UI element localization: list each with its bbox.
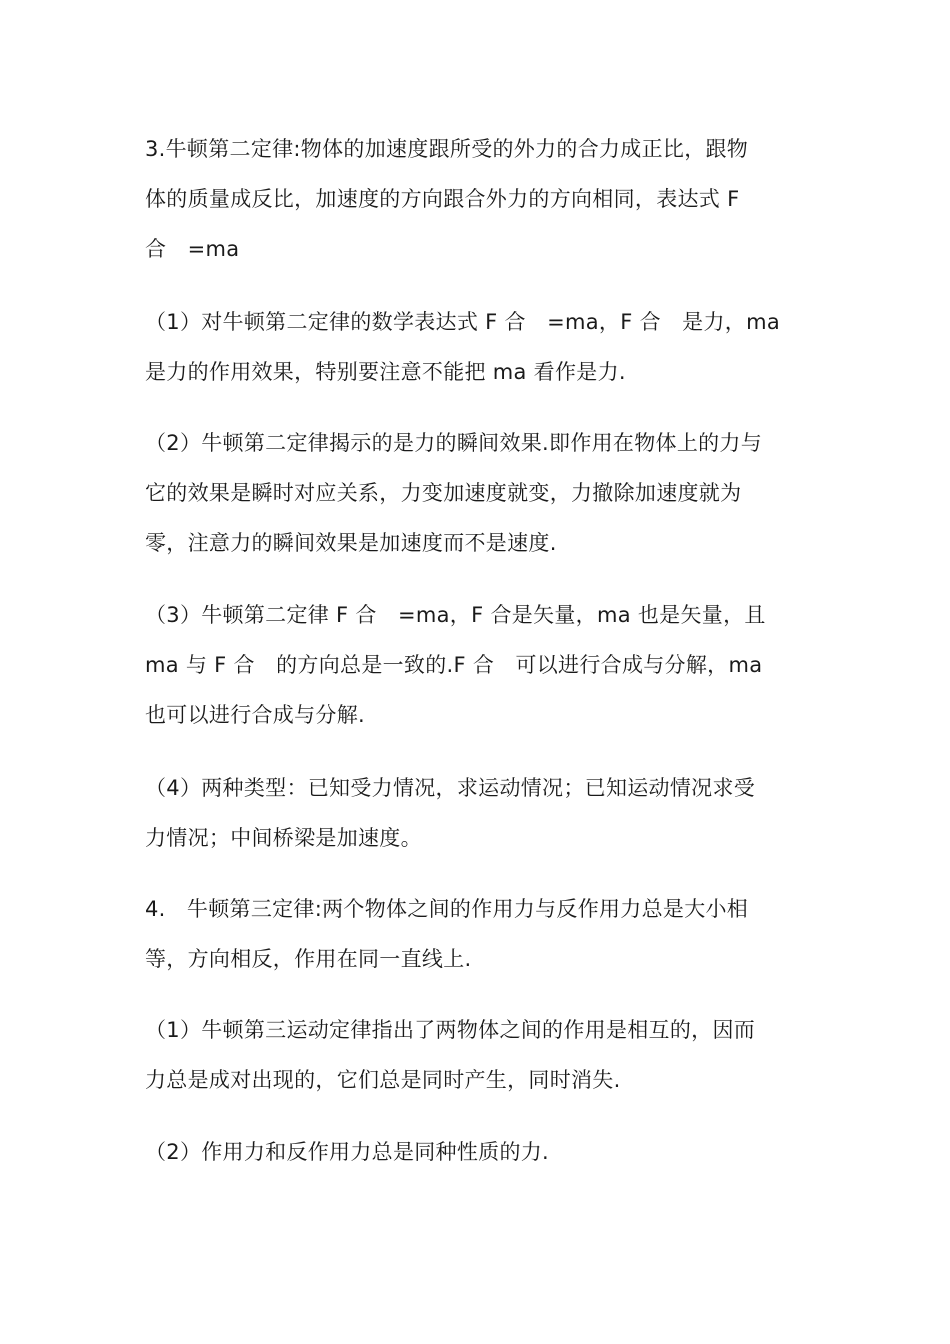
text-line: 3.牛顿第二定律:物体的加速度跟所受的外力的合力成正比，跟物 xyxy=(145,137,749,161)
paragraph-point-3 xyxy=(145,590,815,740)
text-line: （4）两种类型：已知受力情况，求运动情况；已知运动情况求受 xyxy=(145,776,756,800)
text-line: （1）对牛顿第二定律的数学表达式 F 合 =ma，F 合 是力，ma xyxy=(145,310,780,334)
text-line: 零，注意力的瞬间效果是加速度而不是速度. xyxy=(145,531,557,555)
text-line: 体的质量成反比，加速度的方向跟合外力的方向相同，表达式 F xyxy=(145,187,740,211)
text-line: （1）牛顿第三运动定律指出了两物体之间的作用是相互的，因而 xyxy=(145,1018,756,1042)
text-line: （2）作用力和反作用力总是同种性质的力. xyxy=(145,1140,550,1164)
text-line: （3）牛顿第二定律 F 合 =ma，F 合是矢量，ma 也是矢量，且 xyxy=(145,603,766,627)
text-line: 合 =ma xyxy=(145,237,240,261)
paragraph-point-2 xyxy=(145,418,815,568)
text-line: 是力的作用效果，特别要注意不能把 ma 看作是力. xyxy=(145,360,626,384)
paragraph-point-1 xyxy=(145,297,815,397)
paragraph-newton-third-law xyxy=(145,884,815,984)
text-line: 力总是成对出现的，它们总是同时产生，同时消失. xyxy=(145,1068,621,1092)
paragraph-newton-second-law xyxy=(145,124,815,274)
text-line: （2）牛顿第二定律揭示的是力的瞬间效果.即作用在物体上的力与 xyxy=(145,431,763,455)
text-line: 等，方向相反，作用在同一直线上. xyxy=(145,947,472,971)
paragraph-point-4 xyxy=(145,763,815,863)
text-line: 也可以进行合成与分解. xyxy=(145,703,365,727)
text-line: ma 与 F 合 的方向总是一致的.F 合 可以进行合成与分解，ma xyxy=(145,653,763,677)
text-line: 4. 牛顿第三定律:两个物体之间的作用力与反作用力总是大小相 xyxy=(145,897,749,921)
paragraph-third-law-point-2 xyxy=(145,1127,815,1177)
text-line: 力情况；中间桥梁是加速度。 xyxy=(145,826,422,850)
paragraph-third-law-point-1 xyxy=(145,1005,815,1105)
text-line: 它的效果是瞬时对应关系，力变加速度就变，力撤除加速度就为 xyxy=(145,481,742,505)
